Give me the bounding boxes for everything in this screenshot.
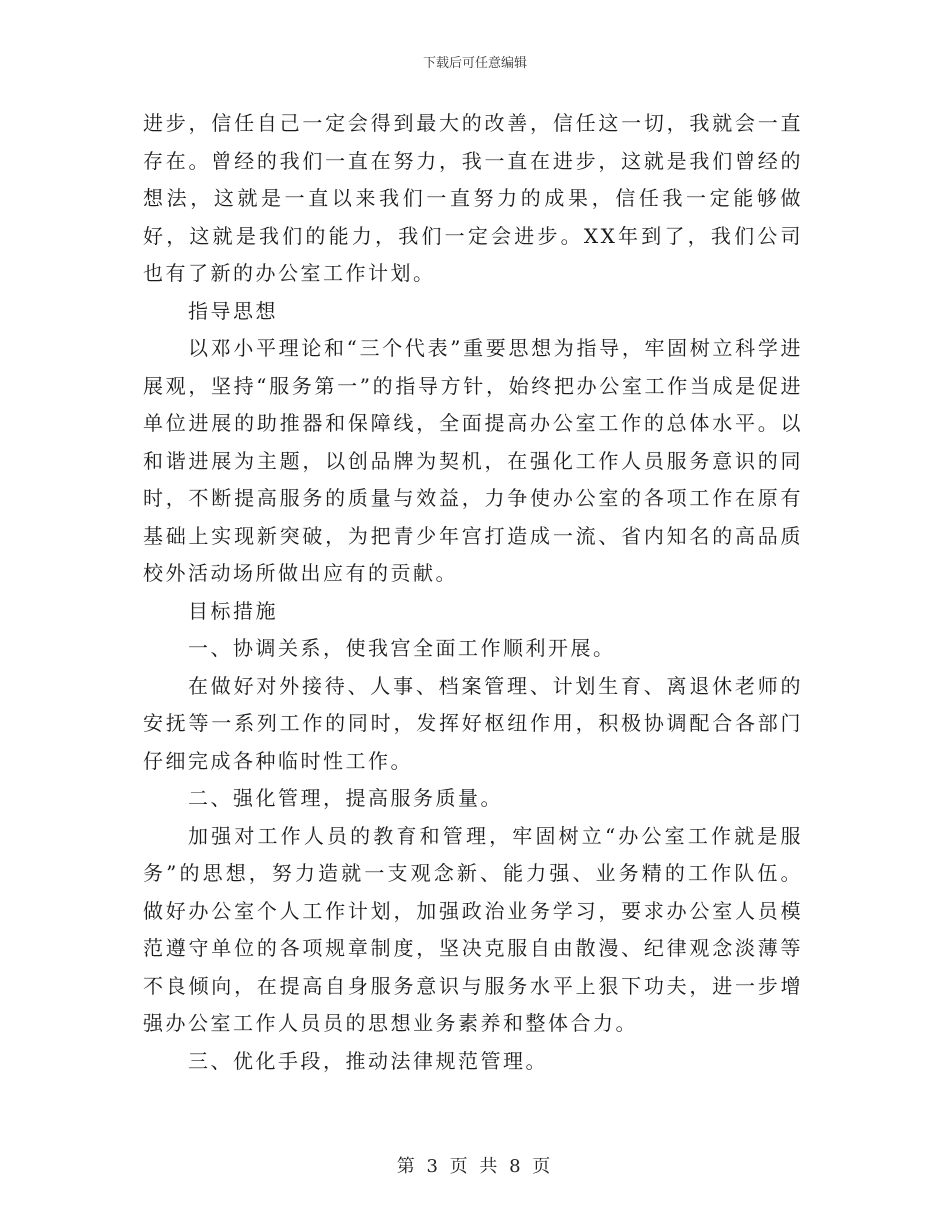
page-number-indicator: 第 3 页 共 8 页 [396, 1156, 554, 1177]
paragraph-section-one: 在做好对外接待、人事、档案管理、计划生育、离退休老师的安抚等一系列工作的同时，发挥好枢纽作用，积极协调配合各部门仔细完成各种临时性工作。 [143, 673, 803, 773]
heading-section-one: 一、协调关系，使我宫全面工作顺利开展。 [188, 636, 616, 660]
paragraph-section-two: 加强对工作人员的教育和管理，牢固树立“办公室工作就是服务”的思想，努力造就一支观念新、能力强、业务精的工作队伍。做好办公室个人工作计划，加强政治业务学习，要求办公室人员模范遵守单位的各项规章制度，坚决克服自由散漫、纪律观念淡薄等不良倾向，在提高自身服务意识与服务水平上狠下功夫，进一步增强办公室工作人员员的思想业务素养和整体合力。 [143, 823, 803, 1035]
heading-section-two: 二、强化管理，提高服务质量。 [188, 786, 503, 810]
paragraph-guiding-ideology: 以邓小平理论和“三个代表”重要思想为指导，牢固树立科学进展观，坚持“服务第一”的指导方针，始终把办公室工作当成是促进单位进展的助推器和保障线，全面提高办公室工作的总体水平。以和谐进展为主题，以创品牌为契机，在强化工作人员服务意识的同时，不断提高服务的质量与效益，力争使办公室的各项工作在原有基础上实现新突破，为把青少年宫打造成一流、省内知名的高品质校外活动场所做出应有的贡献。 [143, 336, 803, 585]
heading-guiding-ideology: 指导思想 [188, 298, 278, 323]
document-body [143, 105, 803, 1080]
paragraph-intro: 进步，信任自己一定会得到最大的改善，信任这一切，我就会一直存在。曾经的我们一直在努力，我一直在进步，这就是我们曾经的想法，这就是一直以来我们一直努力的成果，信任我一定能够做好，这就是我们的能力，我们一定会进步。XX年到了，我们公司也有了新的办公室工作计划。 [143, 111, 803, 285]
heading-section-three: 三、优化手段，推动法律规范管理。 [188, 1048, 548, 1073]
page-header-note: 下载后可任意编辑 [422, 56, 527, 71]
heading-goals-measures: 目标措施 [188, 598, 278, 623]
